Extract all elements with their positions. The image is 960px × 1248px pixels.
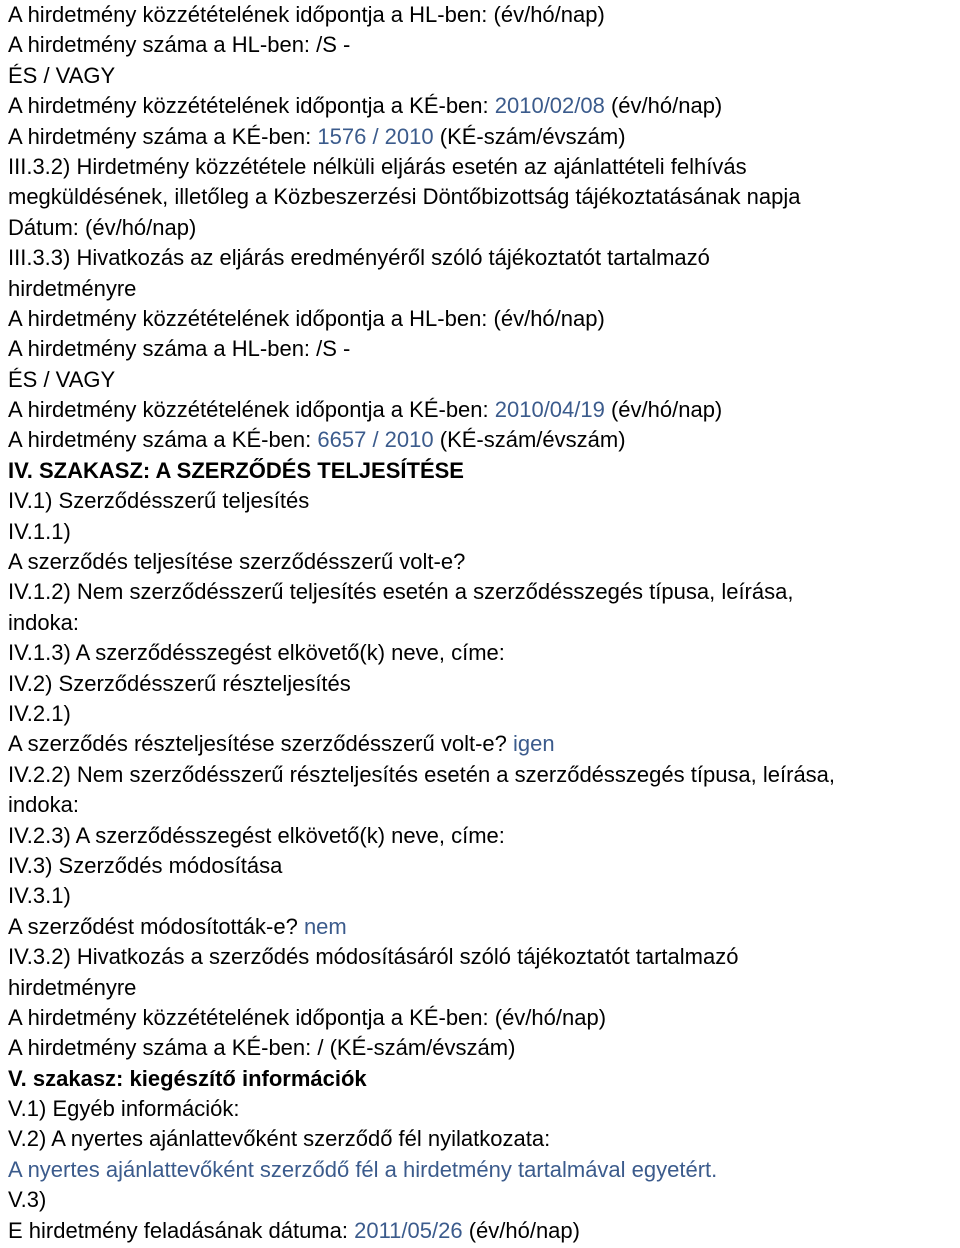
ke-number-value: 1576 xyxy=(317,123,367,149)
section-iv-3-2-heading-cont: hirdetményre xyxy=(8,974,137,1000)
section-iv-1-2-heading: IV.1.2) Nem szerződésszerű teljesítés esetén a szerződésszegés típusa, leírása, xyxy=(8,579,794,605)
answer-value: nem xyxy=(303,913,347,939)
section-iii-3-3-heading: III.3.3) Hivatkozás az eljárás eredményéről szóló tájékoztatót tartalmazó xyxy=(8,245,710,271)
submission-date-value: 2011/05/26 xyxy=(354,1217,463,1243)
section-iv-2-2-heading: IV.2.2) Nem szerződésszerű részteljesítés esetén a szerződésszegés típusa, leírása, xyxy=(8,761,836,787)
section-iii-3-3-heading-cont: hirdetményre xyxy=(8,275,137,301)
label-text: A hirdetmény közzétételének időpontja a KÉ-ben: xyxy=(8,93,495,119)
section-v-3-number: V.3) xyxy=(8,1187,47,1213)
label-text: (év/hó/nap) xyxy=(604,397,723,423)
and-or-line: ÉS / VAGY xyxy=(8,366,116,392)
section-iv-3-heading: IV.3) Szerződés módosítása xyxy=(8,852,283,878)
hl-date-line: A hirdetmény közzétételének időpontja a HL-ben: (év/hó/nap) xyxy=(8,305,605,331)
label-text: A hirdetmény száma a KÉ-ben: xyxy=(8,123,318,149)
section-iii-3-2-heading-cont: megküldésének, illetőleg a Közbeszerzési Döntőbizottság tájékoztatásának napja xyxy=(8,184,801,210)
label-text: (év/hó/nap) xyxy=(462,1217,580,1243)
and-or-line: ÉS / VAGY xyxy=(8,62,116,88)
label-text: A hirdetmény száma a KÉ-ben: xyxy=(8,427,318,453)
ke-number-separator: / xyxy=(366,123,385,149)
label-text: A hirdetmény közzétételének időpontja a KÉ-ben: xyxy=(8,397,495,423)
section-iv-1-heading: IV.1) Szerződésszerű teljesítés xyxy=(8,488,310,514)
performance-question: A szerződés teljesítése szerződésszerű volt-e? xyxy=(8,549,466,575)
section-iv-3-1-number: IV.3.1) xyxy=(8,883,71,909)
ke-number-line xyxy=(8,122,960,152)
ke-number-line xyxy=(8,425,960,455)
date-line: Dátum: (év/hó/nap) xyxy=(8,214,197,240)
ke-year-value: 2010 xyxy=(384,123,434,149)
ke-number-separator: / xyxy=(366,427,385,453)
section-v-title: V. szakasz: kiegészítő információk xyxy=(8,1065,367,1091)
section-iv-2-1-number: IV.2.1) xyxy=(8,700,71,726)
winner-statement: A nyertes ajánlattevőként szerződő fél a hirdetmény tartalmával egyetért. xyxy=(8,1156,718,1182)
section-iv-title: IV. SZAKASZ: A SZERZŐDÉS TELJESÍTÉSE xyxy=(8,457,464,483)
section-v-2-heading: V.2) A nyertes ajánlattevőként szerződő fél nyilatkozata: xyxy=(8,1126,551,1152)
question-text: A szerződés részteljesítése szerződésszerű volt-e? xyxy=(8,731,514,757)
label-text: (KÉ-szám/évszám) xyxy=(433,123,626,149)
reason-label: indoka: xyxy=(8,792,79,818)
ke-date-line: A hirdetmény közzétételének időpontja a KÉ-ben: (év/hó/nap) xyxy=(8,1004,607,1030)
section-iv-2-3-heading: IV.2.3) A szerződésszegést elkövető(k) neve, címe: xyxy=(8,822,505,848)
partial-performance-question xyxy=(8,729,960,759)
modification-question xyxy=(8,912,960,942)
section-iv-1-1-number: IV.1.1) xyxy=(8,518,71,544)
ke-year-value: 2010 xyxy=(384,427,434,453)
section-iv-2-heading: IV.2) Szerződésszerű részteljesítés xyxy=(8,670,351,696)
hl-date-line: A hirdetmény közzétételének időpontja a HL-ben: (év/hó/nap) xyxy=(8,2,605,27)
question-text: A szerződést módosították-e? xyxy=(8,913,304,939)
hl-number-line: A hirdetmény száma a HL-ben: /S - xyxy=(8,32,351,58)
section-iii-3-2-heading: III.3.2) Hirdetmény közzététele nélküli eljárás esetén az ajánlattételi felhívás xyxy=(8,153,747,179)
section-iv-3-2-heading: IV.3.2) Hivatkozás a szerződés módosításáról szóló tájékoztatót tartalmazó xyxy=(8,944,739,970)
ke-date-line xyxy=(8,91,960,121)
label-text: (KÉ-szám/évszám) xyxy=(433,427,626,453)
ke-date-line xyxy=(8,395,960,425)
ke-number-value: 6657 xyxy=(317,427,367,453)
ke-number-line: A hirdetmény száma a KÉ-ben: / (KÉ-szám/évszám) xyxy=(8,1035,516,1061)
answer-value: igen xyxy=(513,731,555,757)
section-v-1-heading: V.1) Egyéb információk: xyxy=(8,1096,240,1122)
section-iv-1-3-heading: IV.1.3) A szerződésszegést elkövető(k) neve, címe: xyxy=(8,640,505,666)
label-text: (év/hó/nap) xyxy=(604,93,723,119)
reason-label: indoka: xyxy=(8,609,79,635)
label-text: E hirdetmény feladásának dátuma: xyxy=(8,1217,355,1243)
ke-date-value: 2010/04/19 xyxy=(494,397,605,423)
hl-number-line: A hirdetmény száma a HL-ben: /S - xyxy=(8,336,351,362)
submission-date-line xyxy=(8,1216,960,1246)
ke-date-value: 2010/02/08 xyxy=(494,93,605,119)
